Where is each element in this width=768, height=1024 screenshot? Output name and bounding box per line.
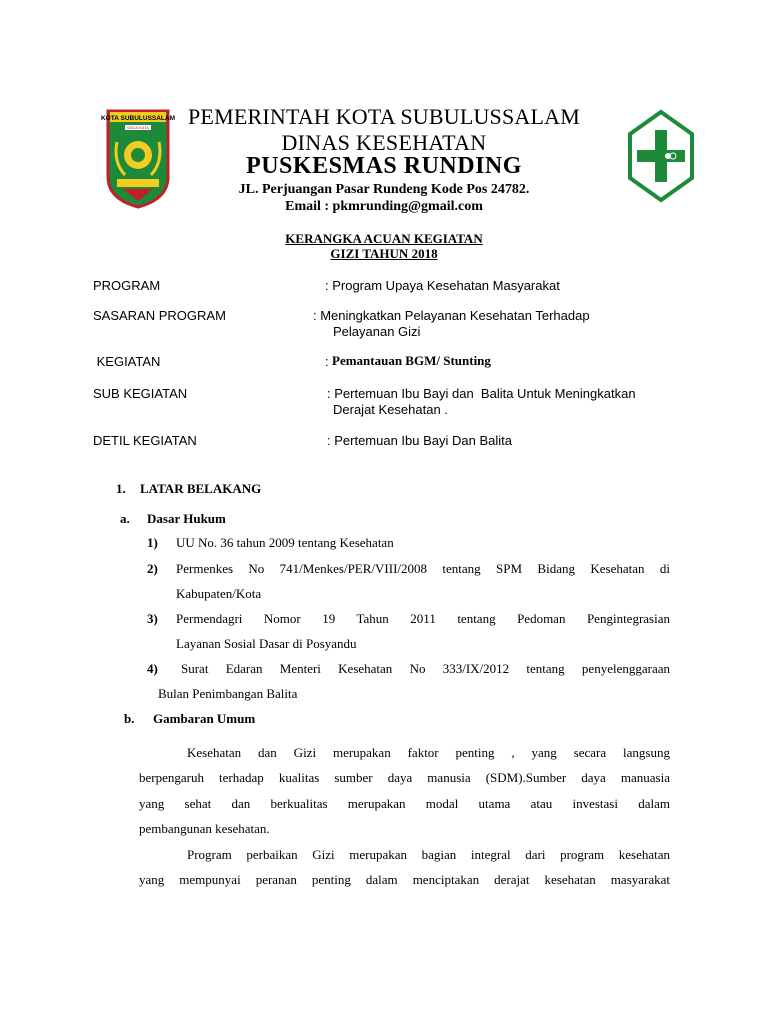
legal-item-text-line2: Kabupaten/Kota: [176, 586, 262, 601]
sub-a-letter: a.: [120, 511, 130, 526]
letterhead-email: Email : pkmrunding@gmail.com: [285, 199, 483, 214]
legal-item-number: 3): [147, 611, 158, 626]
letterhead-line3: PUSKESMAS RUNDING: [246, 153, 522, 179]
field-label-sasaran: SASARAN PROGRAM: [93, 308, 226, 323]
legal-item-number: 1): [147, 535, 158, 550]
field-value-kegiatan-prefix: :: [325, 354, 333, 369]
field-value-sasaran: : Meningkatkan Pelayanan Kesehatan Terhadap: [313, 308, 590, 323]
legal-item-number: 2): [147, 561, 158, 576]
paragraph-line: pembangunan kesehatan.: [139, 821, 270, 836]
field-value-kegiatan: Pemantauan BGM/ Stunting: [332, 353, 491, 368]
field-label-detil-kegiatan: DETIL KEGIATAN: [93, 433, 197, 448]
sub-b-title: Gambaran Umum: [153, 711, 256, 726]
section1-number: 1.: [116, 481, 126, 496]
field-label-kegiatan: KEGIATAN: [93, 354, 161, 369]
logo-left-text: KOTA SUBULUSSALAM: [100, 115, 176, 122]
field-label-sub-kegiatan: SUB KEGIATAN: [93, 386, 188, 401]
paragraph-line: yang mempunyai peranan penting dalam menciptakan derajat kesehatan masyarakat: [139, 872, 670, 887]
legal-item-text-line2: Bulan Penimbangan Balita: [158, 686, 298, 701]
field-value-sasaran-line2: Pelayanan Gizi: [333, 324, 421, 339]
field-value-program: : Program Upaya Kesehatan Masyarakat: [325, 278, 560, 293]
paragraph-line: yang sehat dan berkualitas merupakan modal utama atau investasi dalam: [139, 796, 670, 811]
field-value-sub-kegiatan-line2: Derajat Kesehatan .: [333, 402, 448, 417]
logo-left-ribbon: SADA KATA: [127, 125, 149, 130]
legal-item-text: Surat Edaran Menteri Kesehatan No 333/IX/2012 tentang penyelenggaraan: [181, 661, 670, 676]
paragraph-line: berpengaruh terhadap kualitas sumber daya manusia (SDM).Sumber daya manuasia: [139, 770, 670, 785]
legal-item-text: Permendagri Nomor 19 Tahun 2011 tentang Pedoman Pengintegrasian: [176, 611, 670, 626]
field-label-program: PROGRAM: [93, 278, 161, 293]
paragraph-line: Kesehatan dan Gizi merupakan faktor penting , yang secara langsung: [187, 745, 670, 760]
legal-item-text: UU No. 36 tahun 2009 tentang Kesehatan: [176, 535, 394, 550]
letterhead-address: JL. Perjuangan Pasar Rundeng Kode Pos 24782.: [238, 182, 530, 197]
legal-item-number: 4): [147, 661, 158, 676]
sub-b-letter: b.: [124, 711, 135, 726]
legal-item-text: Permenkes No 741/Menkes/PER/VIII/2008 tentang SPM Bidang Kesehatan di: [176, 561, 670, 576]
section1-title: LATAR BELAKANG: [140, 481, 262, 496]
letterhead-line1: PEMERINTAH KOTA SUBULUSSALAM: [188, 104, 580, 129]
paragraph-line: Program perbaikan Gizi merupakan bagian integral dari program kesehatan: [187, 847, 670, 862]
field-value-sub-kegiatan: : Pertemuan Ibu Bayi dan Balita Untuk Meningkatkan: [327, 386, 636, 401]
doc-title-line2: GIZI TAHUN 2018: [330, 246, 438, 261]
field-value-detil-kegiatan: : Pertemuan Ibu Bayi Dan Balita: [327, 433, 512, 448]
legal-item-text-line2: Layanan Sosial Dasar di Posyandu: [176, 636, 357, 651]
doc-title-line1: KERANGKA ACUAN KEGIATAN: [285, 231, 483, 246]
letterhead-line2: DINAS KESEHATAN: [281, 130, 487, 155]
sub-a-title: Dasar Hukum: [147, 511, 226, 526]
